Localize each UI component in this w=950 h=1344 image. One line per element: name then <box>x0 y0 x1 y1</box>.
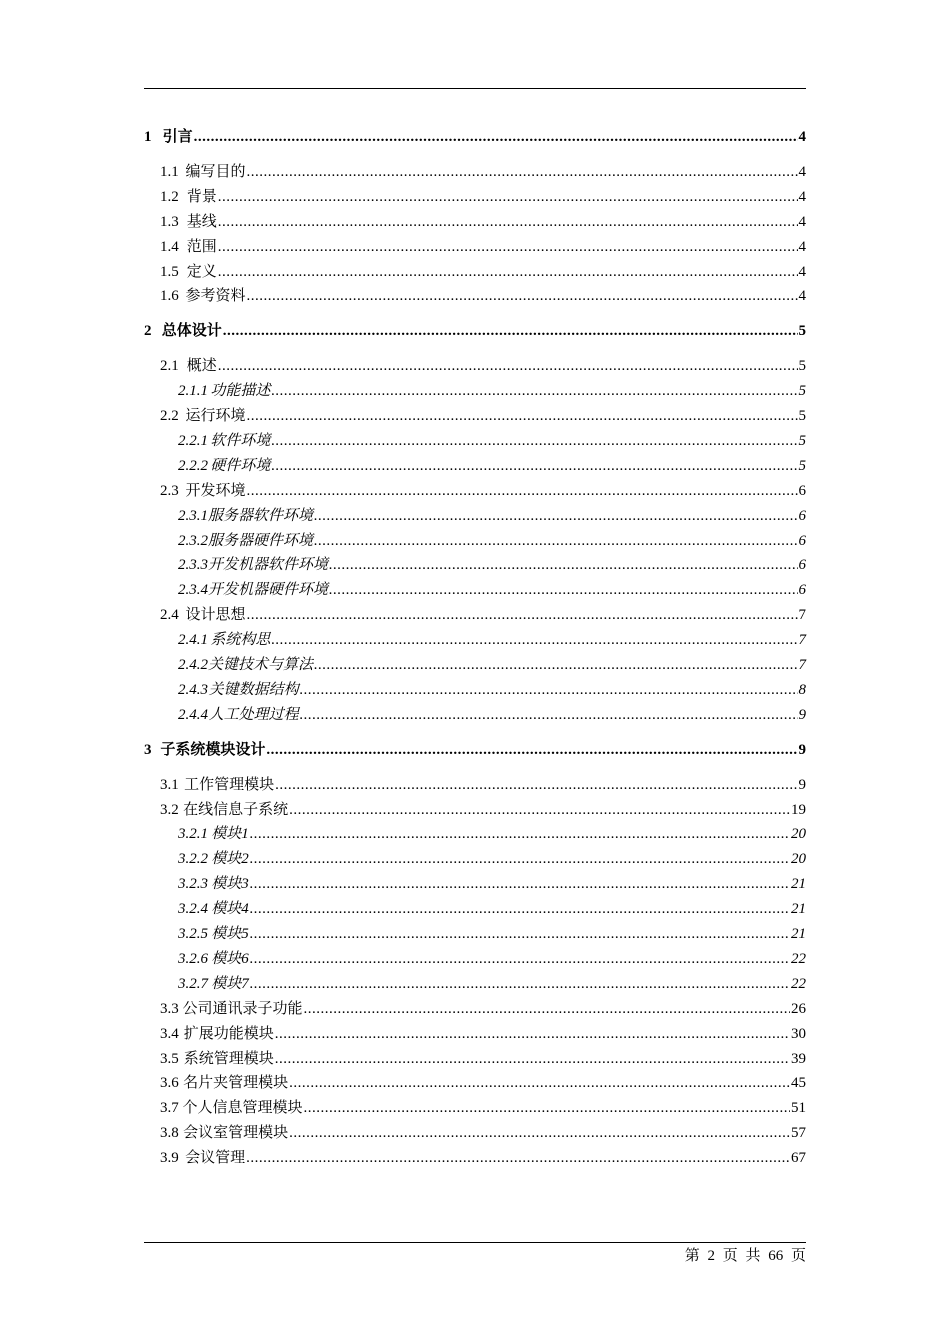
toc-entry[interactable] <box>160 405 806 427</box>
toc-entry-number: 2.2 <box>160 408 179 424</box>
toc-entry[interactable] <box>178 505 806 527</box>
toc-entry[interactable] <box>160 261 806 283</box>
toc-entry-title: 硬件环境 <box>210 457 271 474</box>
toc-entry-number: 2.2.1 <box>178 432 208 449</box>
toc-entry[interactable] <box>178 554 806 576</box>
toc-entry-title: 定义 <box>186 263 217 280</box>
toc-entry-number: 2.3 <box>160 482 179 499</box>
toc-dot-leader <box>250 823 790 845</box>
toc-entry[interactable] <box>178 380 806 402</box>
toc-entry[interactable] <box>160 774 806 796</box>
toc-entry[interactable] <box>178 455 806 477</box>
toc-entry-page: 4 <box>798 129 806 145</box>
toc-entry-page: 4 <box>798 238 806 255</box>
toc-entry-number: 2.4.3 <box>178 681 208 698</box>
toc-entry-title: 开发机器软件环境 <box>208 557 329 574</box>
toc-dot-leader <box>289 799 790 821</box>
toc-dot-leader <box>246 480 797 502</box>
toc-dot-leader <box>275 1023 790 1045</box>
toc-entry-page: 21 <box>791 876 806 893</box>
toc-dot-leader <box>250 848 790 870</box>
toc-dot-leader <box>218 211 798 233</box>
toc-dot-leader <box>218 186 798 208</box>
toc-entry[interactable] <box>178 873 806 895</box>
toc-entry-title: 系统构思 <box>210 632 271 649</box>
toc-entry[interactable] <box>160 1147 806 1169</box>
toc-entry-page: 21 <box>791 926 806 942</box>
toc-entry[interactable] <box>178 579 806 601</box>
toc-dot-leader <box>289 1122 790 1144</box>
toc-dot-leader <box>303 1097 790 1119</box>
toc-entry[interactable] <box>160 186 806 208</box>
toc-entry[interactable] <box>178 848 806 870</box>
toc-entry[interactable] <box>160 285 806 307</box>
toc-entry-page: 5 <box>798 408 806 424</box>
toc-dot-leader <box>289 1072 790 1094</box>
toc-entry-number: 3.8 <box>160 1125 179 1142</box>
toc-entry-title: 子系统模块设计 <box>160 741 266 758</box>
toc-dot-leader <box>271 629 797 651</box>
toc-entry-title: 会议管理 <box>185 1150 246 1167</box>
toc-dot-leader <box>246 604 797 626</box>
toc-entry-title: 工作管理模块 <box>184 776 275 793</box>
toc-dot-leader <box>266 739 797 761</box>
toc-entry-number: 2.4 <box>160 607 179 624</box>
toc-entry-page: 22 <box>791 975 806 992</box>
toc-entry-page: 5 <box>798 358 806 375</box>
toc-entry-page: 67 <box>791 1150 806 1167</box>
toc-entry[interactable] <box>160 1048 806 1070</box>
toc-dot-leader <box>218 355 798 377</box>
toc-entry-title: 服务器硬件环境 <box>208 532 314 549</box>
toc-entry-title: 人工处理过程 <box>208 706 299 723</box>
toc-entry[interactable] <box>178 654 806 676</box>
toc-entry[interactable] <box>160 1122 806 1144</box>
toc-entry[interactable] <box>178 679 806 701</box>
toc-entry[interactable] <box>160 1023 806 1045</box>
toc-entry[interactable] <box>178 898 806 920</box>
toc-dot-leader <box>271 455 797 477</box>
toc-dot-leader <box>300 704 798 726</box>
toc-dot-leader <box>250 948 790 970</box>
toc-entry[interactable] <box>178 923 806 945</box>
toc-entry[interactable] <box>144 126 806 148</box>
toc-entry-number: 2.1 <box>160 358 179 375</box>
toc-entry-page: 51 <box>791 1100 806 1117</box>
toc-dot-leader <box>250 973 790 995</box>
toc-dot-leader <box>300 679 798 701</box>
toc-entry-number: 2.3.1 <box>178 507 208 524</box>
toc-entry-title: 开发机器硬件环境 <box>208 582 329 599</box>
toc-entry-page: 6 <box>798 582 806 599</box>
toc-entry-number: 1.4 <box>160 238 179 255</box>
toc-entry[interactable] <box>178 629 806 651</box>
toc-entry-page: 5 <box>798 457 806 474</box>
toc-dot-leader <box>314 505 797 527</box>
toc-entry-page: 39 <box>791 1050 806 1067</box>
toc-entry-number: 3.4 <box>160 1025 179 1042</box>
toc-entry-number: 1.1 <box>160 163 179 180</box>
toc-dot-leader <box>218 261 798 283</box>
toc-entry-title: 服务器软件环境 <box>208 507 314 524</box>
toc-dot-leader <box>246 1147 790 1169</box>
toc-entry-number: 3.2.1 <box>178 826 208 843</box>
toc-entry[interactable] <box>178 948 806 970</box>
toc-entry-title: 会议室管理模块 <box>183 1125 289 1142</box>
toc-entry-number: 2.2.2 <box>178 457 208 474</box>
toc-entry-number: 3.2.7 <box>178 975 208 992</box>
toc-dot-leader <box>271 380 797 402</box>
toc-entry-title: 模块1 <box>211 826 249 843</box>
toc-entry-number: 3.2.4 <box>178 901 208 918</box>
toc-entry-title: 模块6 <box>211 950 249 967</box>
toc-dot-leader <box>275 1048 790 1070</box>
toc-dot-leader <box>250 923 790 945</box>
toc-entry-page: 8 <box>798 681 806 698</box>
toc-dot-leader <box>250 898 790 920</box>
toc-entry-number: 1.2 <box>160 188 179 205</box>
toc-entry-number: 3 <box>144 741 152 758</box>
toc-entry-title: 模块2 <box>211 851 249 868</box>
toc-entry-title: 公司通讯录子功能 <box>182 1000 303 1017</box>
toc-entry[interactable] <box>160 480 806 502</box>
toc-entry-title: 扩展功能模块 <box>183 1025 274 1042</box>
toc-entry-number: 1.6 <box>160 288 179 305</box>
toc-entry-title: 引言 <box>162 129 193 145</box>
toc-entry-number: 3.2.3 <box>178 876 208 893</box>
toc-entry-title: 模块5 <box>211 926 249 942</box>
toc-entry-title: 概述 <box>186 358 217 375</box>
toc-entry[interactable] <box>160 604 806 626</box>
toc-dot-leader <box>275 774 797 796</box>
toc-entry-number: 2.4.4 <box>178 706 208 723</box>
toc-entry-page: 9 <box>798 776 806 793</box>
toc-entry-number: 3.6 <box>160 1075 179 1092</box>
toc-entry-number: 3.9 <box>160 1150 179 1167</box>
toc-entry-page: 4 <box>798 163 806 180</box>
toc-entry-number: 1.5 <box>160 263 179 280</box>
toc-entry-title: 模块4 <box>211 901 249 918</box>
toc-entry-title: 系统管理模块 <box>183 1050 274 1067</box>
toc-dot-leader <box>303 998 790 1020</box>
toc-entry-number: 3.7 <box>160 1100 179 1117</box>
toc-entry-page: 6 <box>798 557 806 574</box>
toc-entry-number: 3.2.2 <box>178 851 208 868</box>
toc-entry-page: 5 <box>798 383 806 400</box>
footer-rule <box>144 1242 806 1243</box>
toc-entry-number: 3.2.5 <box>178 926 208 942</box>
toc-entry[interactable] <box>160 161 806 183</box>
toc-entry-page: 9 <box>798 706 806 723</box>
toc-entry-number: 3.2.6 <box>178 950 208 967</box>
toc-entry-title: 软件环境 <box>210 432 271 449</box>
toc-entry[interactable] <box>144 320 806 342</box>
toc-entry-page: 21 <box>791 901 806 918</box>
toc-entry-number: 3.1 <box>160 776 179 793</box>
toc-entry-page: 5 <box>798 323 806 340</box>
toc-entry[interactable] <box>160 799 806 821</box>
toc-entry[interactable] <box>160 355 806 377</box>
toc-entry[interactable] <box>160 211 806 233</box>
toc-entry[interactable] <box>160 1097 806 1119</box>
toc-entry-title: 模块3 <box>211 876 249 893</box>
toc-entry-page: 6 <box>798 482 806 499</box>
toc-entry-title: 关键技术与算法 <box>208 657 314 673</box>
toc-entry-number: 2.3.3 <box>178 557 208 574</box>
toc-entry[interactable] <box>160 998 806 1020</box>
toc-entry-page: 22 <box>791 950 806 967</box>
toc-dot-leader <box>314 654 797 676</box>
toc-dot-leader <box>329 554 797 576</box>
toc-entry-title: 运行环境 <box>185 408 246 424</box>
toc-entry-number: 3.5 <box>160 1050 179 1067</box>
toc-entry-title: 名片夹管理模块 <box>183 1075 289 1092</box>
toc-entry-page: 20 <box>791 826 806 843</box>
toc-entry[interactable] <box>178 973 806 995</box>
toc-entry-page: 20 <box>791 851 806 868</box>
toc-entry-page: 30 <box>791 1025 806 1042</box>
toc-dot-leader <box>271 430 797 452</box>
toc-entry-page: 26 <box>791 1000 806 1017</box>
toc-entry-number: 3.3 <box>160 1000 179 1017</box>
toc-entry-page: 6 <box>798 532 806 549</box>
toc-entry-number: 2.3.4 <box>178 582 208 599</box>
toc-dot-leader <box>314 530 797 552</box>
toc-entry[interactable] <box>160 236 806 258</box>
toc-entry[interactable] <box>178 530 806 552</box>
toc-dot-leader <box>250 873 790 895</box>
toc-entry[interactable] <box>178 704 806 726</box>
toc-dot-leader <box>194 126 798 148</box>
toc-dot-leader <box>223 320 798 342</box>
toc-entry-page: 4 <box>798 213 806 230</box>
toc-entry[interactable] <box>160 1072 806 1094</box>
toc-entry-number: 2.4.2 <box>178 657 208 673</box>
toc-entry-page: 57 <box>791 1125 806 1142</box>
toc-entry-title: 在线信息子系统 <box>183 801 289 818</box>
toc-entry-title: 关键数据结构 <box>208 681 299 698</box>
toc-entry-page: 5 <box>798 432 806 449</box>
toc-dot-leader <box>246 285 797 307</box>
toc-entry-page: 45 <box>791 1075 806 1092</box>
toc-entry-page: 4 <box>798 188 806 205</box>
toc-entry[interactable] <box>178 823 806 845</box>
toc-entry-number: 1.3 <box>160 213 179 230</box>
toc-entry-number: 1 <box>144 129 152 145</box>
toc-entry[interactable] <box>144 739 806 761</box>
toc-entry-page: 7 <box>798 607 806 624</box>
toc-dot-leader <box>246 405 797 427</box>
toc-entry-title: 个人信息管理模块 <box>182 1100 303 1117</box>
toc-entry-number: 2.1.1 <box>178 383 208 400</box>
toc-dot-leader <box>218 236 798 258</box>
page-footer: 第 2 页 共 66 页 <box>684 1248 806 1264</box>
toc-entry-page: 7 <box>798 632 806 649</box>
toc-entry-number: 2.3.2 <box>178 532 208 549</box>
toc-entry-title: 设计思想 <box>185 607 246 624</box>
toc-entry-page: 9 <box>798 741 806 758</box>
toc-entry-title: 功能描述 <box>210 383 271 400</box>
toc-entry-title: 总体设计 <box>161 323 222 340</box>
toc-entry-page: 4 <box>798 263 806 280</box>
toc-entry-page: 4 <box>798 288 806 305</box>
toc-entry-title: 范围 <box>186 238 217 255</box>
toc-entry-title: 模块7 <box>211 975 249 992</box>
toc-entry-title: 基线 <box>186 213 217 230</box>
toc-entry-number: 2.4.1 <box>178 632 208 649</box>
toc-entry-title: 编写目的 <box>185 163 246 180</box>
toc-entry-page: 7 <box>798 657 806 673</box>
toc-entry-page: 6 <box>798 507 806 524</box>
toc-entry-number: 3.2 <box>160 801 179 818</box>
toc-entry-title: 背景 <box>186 188 217 205</box>
toc-entry[interactable] <box>178 430 806 452</box>
toc-dot-leader <box>329 579 797 601</box>
toc-entry-page: 19 <box>791 801 806 818</box>
toc-entry-title: 开发环境 <box>185 482 246 499</box>
toc-entry-number: 2 <box>144 323 152 340</box>
toc-entry-title: 参考资料 <box>185 288 246 305</box>
toc-dot-leader <box>246 161 797 183</box>
